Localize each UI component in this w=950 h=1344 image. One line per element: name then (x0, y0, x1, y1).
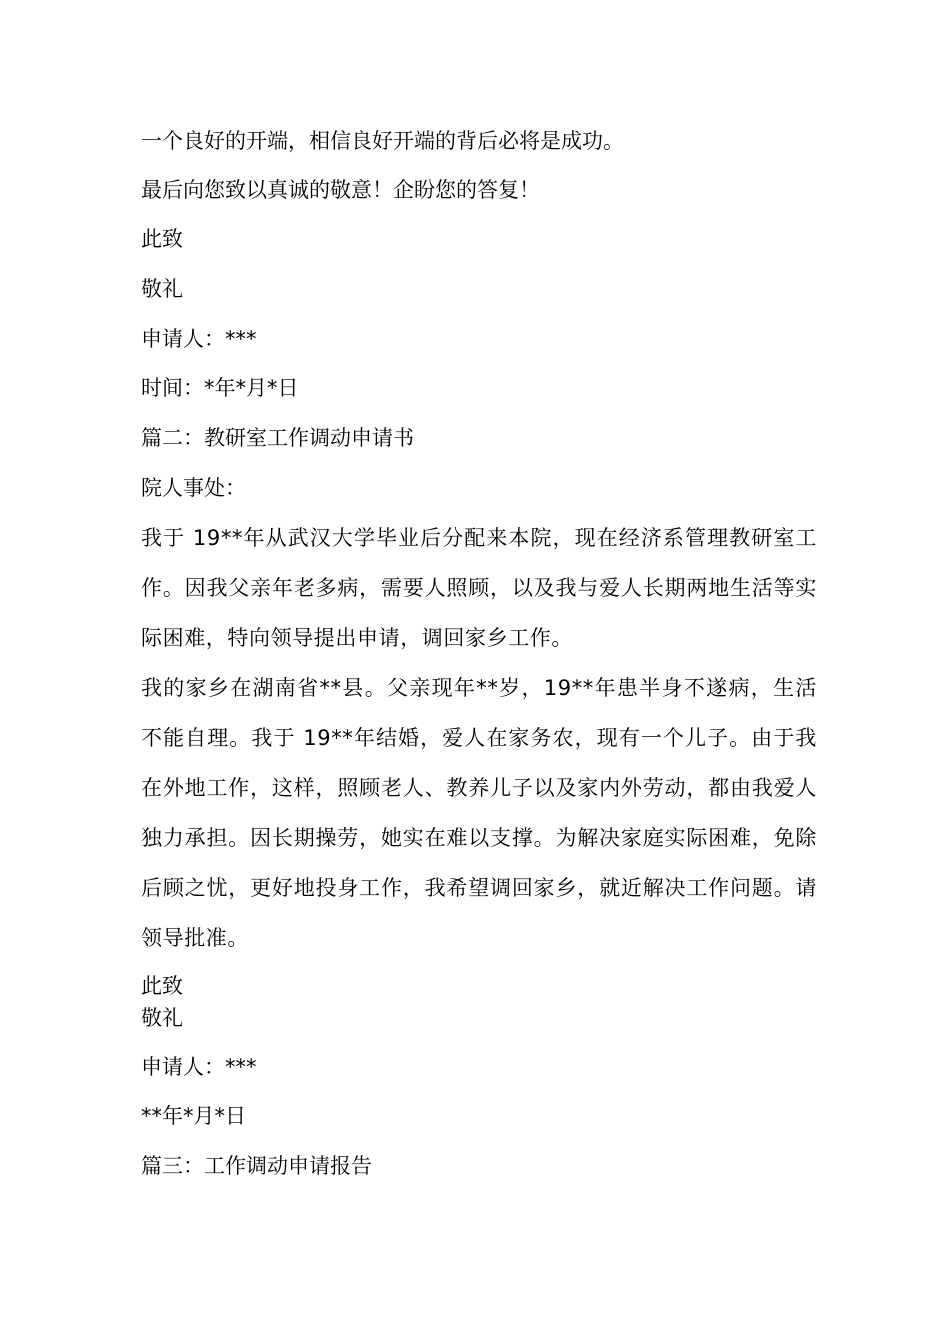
body-paragraph-1: 我于 19**年从武汉大学毕业后分配来本院，现在经济系管理教研室工作。因我父亲年老多病，需要人照顾，以及我与爱人长期两地生活等实际困难，特向领导提出申请，调回家乡工作。 (141, 526, 817, 650)
text-line-applicant: 申请人：*** (141, 327, 257, 351)
text-line-regards: 最后向您致以真诚的敬意！企盼您的答复！ (141, 178, 540, 202)
text-line-jingli: 敬礼 (141, 277, 183, 301)
closing-jingli: 敬礼 (141, 1006, 183, 1030)
section-heading-3: 篇三：工作调动申请报告 (141, 1154, 372, 1178)
recipient-line: 院人事处： (141, 476, 246, 500)
text-line-date: 时间：*年*月*日 (141, 376, 299, 400)
text-line-opening: 一个良好的开端，相信良好开端的背后必将是成功。 (141, 129, 624, 153)
closing-date: **年*月*日 (141, 1104, 246, 1128)
closing-applicant: 申请人：*** (141, 1055, 257, 1079)
closing-cizhi: 此致 (141, 974, 183, 998)
body-paragraph-2: 我的家乡在湖南省**县。父亲现年**岁，19**年患半身不遂病，生活不能自理。我于 19**年结婚，爱人在家务农，现有一个儿子。由于我在外地工作，这样，照顾老人、教养儿子以及家内外劳动，都由我爱人独力承担。因长期操劳，她实在难以支撑。为解决家庭实际困难，免除后顾之忧，更好地投身工作，我希望调回家乡，就近解决工作问题。请领导批准。 (141, 676, 817, 950)
section-heading-2: 篇二：教研室工作调动申请书 (141, 426, 414, 450)
text-line-cizhi: 此致 (141, 227, 183, 251)
